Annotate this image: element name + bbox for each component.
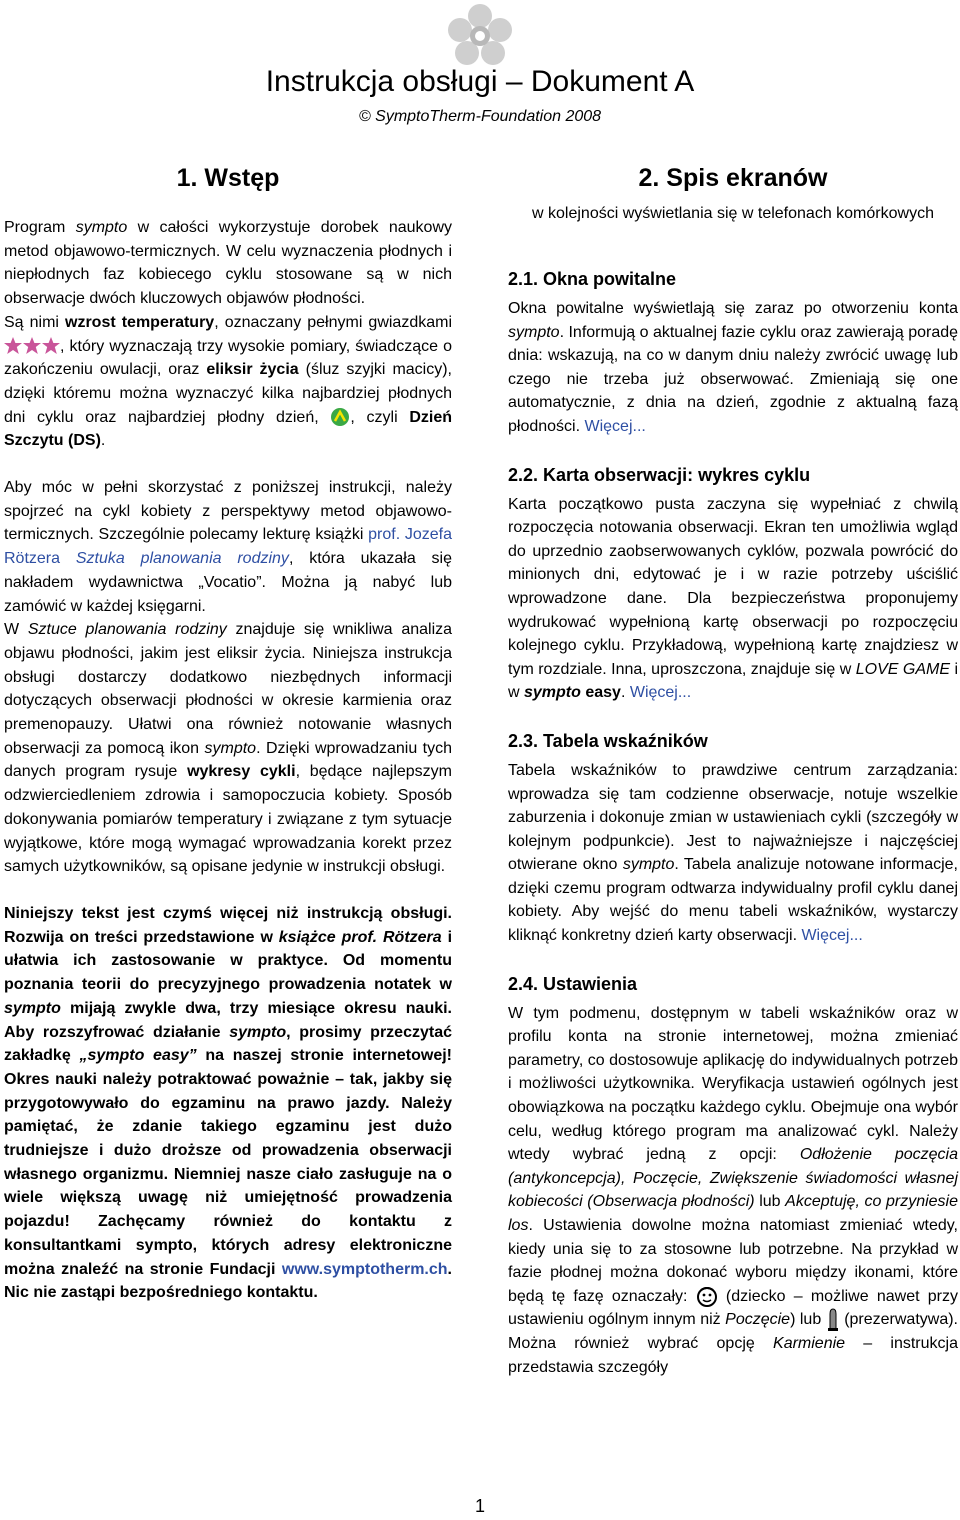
more-link-chart[interactable]: Więcej... <box>629 684 692 702</box>
section-heading-screens: 2. Spis ekranów <box>638 164 828 192</box>
baby-icon <box>696 1286 718 1308</box>
website-link[interactable]: www.symptotherm.ch <box>281 1260 448 1278</box>
more-link-welcome[interactable]: Więcej... <box>584 417 646 435</box>
subsection-title-chart: 2.2. Karta obserwacji: wykres cyklu <box>508 464 811 485</box>
section-heading-intro: 1. Wstęp <box>176 164 280 192</box>
settings-paragraph: W tym podmenu, dostępnym w tabeli wskaźników oraz w profilu konta na stronie internetowej, można zmieniać parametry, co dostosowuje aplikację do indywidualnych potrzeb i możliwości użytkownika. Weryfikacja ustawień ogólnych jest obowiązkowa na początku każdego cyklu. Obejmuje ona wybór celu, według którego program ma analizować cykl. Należy wtedy wybrać jedną z opcji: Odłożenie poczęcia (antykoncepcja), Poczęcie, Zwiększenie świadomości własnej kobiecości (Obserwacja płodności) lub Akceptuję, co przyniesie los. Ustawienia dowolne można natomiast zmieniać wtedy, kiedy unia się to za stosowne lub potrzebne. Na przykład w fazie płodnej można dokonać wyboru między ikonami, które będą tę fazę oznaczały: (dziecko – możliwe nawet przy ustawieniu ogólnym innym niż Poczęcie) lub (prezerwatywa). Można również wybrać opcję Karmienie – instrukcja przedstawia szczegóły <box>508 1004 959 1376</box>
page-number: 1 <box>474 1496 485 1516</box>
right-column <box>508 160 958 1380</box>
intro-paragraph-1: Program sympto w całości wykorzystuje dorobek naukowy metod objawowo-termicznych. W celu wyznaczenia płodnych i niepłodnych faz kobiecego cyklu stosowane są w nich obserwacje dwóch kluczowych objawów płodności. Są nimi wzrost temperatury, oznaczany pełnymi gwiazdkami , który wyznaczają trzy wysokie pomiary, świadczące o zakończeniu owulacji, oraz eliksir życia (śluz szyjki macicy), dzięki któremu można wyznaczyć kilka najbardziej płodnych dni cyklu oraz najbardziej płodny dzień, , czyli Dzień Szczytu (DS). <box>4 219 453 450</box>
table-paragraph: Tabela wskaźników to prawdziwe centrum zarządzania: wprowadza się tam codzienne obserwacje, notuje wszelkie zaburzenia i dokonuje zmian w ustawieniach cykli (szczegóły w kolejnym podpunkcie). Jest to najważniejsze i najczęściej otwierane okno sympto. Tabela analizuje notowane informacje, dzięki czemu program odtwarza indywidualny profil cyklu danej kobiety. Aby wejść do menu tabeli wskaźników, wystarczy kliknąć konkretny dzień karty obserwacji. Więcej... <box>508 761 958 945</box>
peak-day-icon <box>330 407 350 427</box>
welcome-paragraph: Okna powitalne wyświetlają się zaraz po otworzeniu konta sympto. Informują o aktualnej fazie cyklu oraz zawierają poradę dnia: wskazują, na co w danym dniu należy zwrócić uwagę lub czego nie trzeba już obserwować. Zmieniają się one automatycznie, z dnia na dzień, zgodnie z aktualną fazą płodności. Więcej... <box>508 300 959 435</box>
more-link-table[interactable]: Więcej... <box>801 927 863 945</box>
document-title: Instrukcja obsługi – Dokument A <box>265 65 695 98</box>
left-column <box>4 160 452 1305</box>
subsection-title-table: 2.3. Tabela wskaźników <box>508 730 708 751</box>
book-title-link[interactable]: Sztuka planowania rodziny <box>75 550 289 568</box>
author-link[interactable]: prof. Jozefa Rötzera <box>4 526 452 568</box>
intro-paragraph-2: Aby móc w pełni skorzystać z poniższej instrukcji, należy spojrzeć na cykl kobiety z perspektywy metod objawowo-termicznych. Szczególnie polecamy lekturę książki prof. Jozefa Rötzera Sztuka planowania rodziny, która ukazała się nakładem wydawnictwa „Vocatio”. Można ją nabyć lub zamówić w każdej księgarni. W Sztuce planowania rodziny znajduje się wnikliwa analiza objawu płodności, jakim jest eliksir życia. Niniejsza instrukcja obsługi dostarczy dodatkowo niezbędnych informacji dotyczących obserwacji płodności w okresie karmienia oraz premenopauzy. Ułatwi ona również notowanie własnych obserwacji za pomocą ikon sympto. Dzięki wprowadzaniu tych danych program rysuje wykresy cykli, będące najlepszym odzwierciedleniem zdrowia i samopoczucia kobiety. Sposób dokonywania pomiarów temperatury i związane z tym sytuacje wyjątkowe, które mogą wymagać wprowadzania korekt przez samych użytkowników, są opisane jedynie w instrukcji obsługi. <box>4 479 453 876</box>
intro-paragraph-3: Niniejszy tekst jest czymś więcej niż instrukcją obsługi. Rozwija on treści przedstawione w książce prof. Rötzera i ułatwia ich zastosowanie w praktyce. Od momentu poznania teorii do precyzyjnego prowadzenia notatek w sympto mijają zwykle dwa, trzy miesiące okresu nauki. Aby rozszyfrować działanie sympto, prosimy przeczytać zakładkę „sympto easy” na naszej stronie internetowej! Okres nauki należy potraktować poważnie – tak, jakby się przygotowywało do egzaminu na prawo jazdy. Należy pamiętać, że zdanie takiego egzaminu jest dużo trudniejsze i dużo droższe od prowadzenia obserwacji własnego organizmu. Niemniej nasze ciało zasługuje na o wiele większą uwagę niż umiejętność prowadzenia pojazdu! Zachęcamy również do kontaktu z konsultantkami sympto, których adresy elektroniczne można znaleźć na stronie Fundacji www.symptotherm.ch. Nic nie zastąpi bezpośredniego kontaktu. <box>4 904 453 1302</box>
subsection-title-settings: 2.4. Ustawienia <box>508 973 638 994</box>
chart-paragraph: Karta początkowo pusta zaczyna się wypełniać z chwilą rozpoczęcia notowania obserwacji. Ekran ten umożliwia wgląd do uprzednio zaobserwowanych cyklów, pozwala powrócić do minionych dni, edytować je i w razie potrzeby uściślić wprowadzone dane. Dla bezpieczeństwa proponujemy wydrukować wypełnioną kartę obserwacji po rozpoczęciu kolejnego cyklu. Przykładową, wypełnioną kartę znajdziesz w tym rozdziale. Inna, uproszczona, znajduje się w LOVE GAME i w sympto easy. Więcej... <box>508 495 959 702</box>
copyright-line: © SymptoTherm-Foundation 2008 <box>358 108 602 125</box>
condom-icon <box>826 1308 840 1332</box>
star-icon <box>4 336 60 356</box>
section-subheading: w kolejności wyświetlania się w telefonach komórkowych <box>532 205 934 222</box>
flower-logo-icon <box>442 2 518 70</box>
subsection-title-welcome: 2.1. Okna powitalne <box>508 269 677 289</box>
